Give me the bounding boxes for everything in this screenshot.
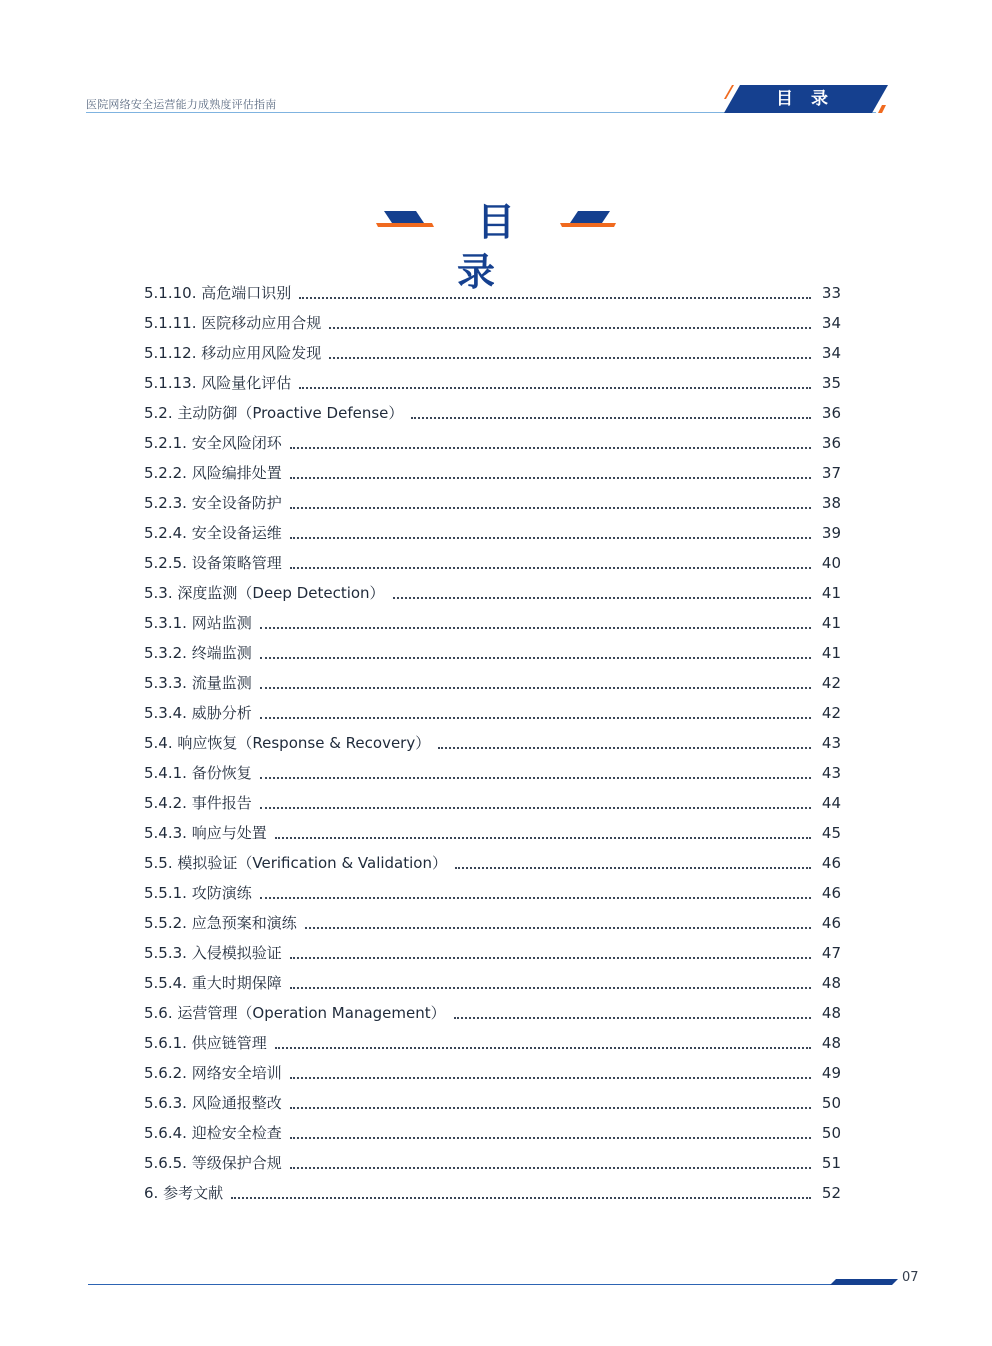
toc-entry[interactable]	[144, 338, 841, 368]
toc-dot-leader	[454, 1017, 811, 1019]
toc-entry-label: 5.5.4. 重大时期保障	[144, 974, 282, 992]
toc-entry-label: 5.4. 响应恢复（Response & Recovery）	[144, 734, 431, 752]
toc-entry-label: 5.6.3. 风险通报整改	[144, 1094, 282, 1112]
toc-entry[interactable]	[144, 1178, 841, 1208]
toc-entry[interactable]	[144, 1088, 841, 1118]
toc-entry-page: 46	[821, 884, 841, 902]
toc-entry-label: 6. 参考文献	[144, 1184, 224, 1202]
toc-entry[interactable]	[144, 698, 841, 728]
toc-entry-page: 42	[821, 674, 841, 692]
toc-entry[interactable]	[144, 578, 841, 608]
toc-dot-leader	[305, 927, 811, 929]
toc-dot-leader	[290, 447, 811, 449]
toc-entry-label: 5.5.1. 攻防演练	[144, 884, 252, 902]
toc-entry-label: 5.3.3. 流量监测	[144, 674, 252, 692]
toc-dot-leader	[290, 507, 811, 509]
toc-entry-page: 49	[821, 1064, 841, 1082]
toc-entry[interactable]	[144, 908, 841, 938]
toc-entry-label: 5.4.2. 事件报告	[144, 794, 252, 812]
toc-entry[interactable]	[144, 398, 841, 428]
toc-entry-label: 5.6.1. 供应链管理	[144, 1034, 267, 1052]
toc-entry-label: 5.2.1. 安全风险闭环	[144, 434, 282, 452]
toc-entry-label: 5.1.10. 高危端口识别	[144, 284, 292, 302]
toc-entry[interactable]	[144, 728, 841, 758]
toc-entry-page: 37	[821, 464, 841, 482]
toc-entry[interactable]	[144, 1148, 841, 1178]
toc-entry-label: 5.5.2. 应急预案和演练	[144, 914, 297, 932]
toc-entry-page: 46	[821, 914, 841, 932]
toc-dot-leader	[290, 1077, 811, 1079]
title-decoration-left-icon	[376, 211, 434, 227]
toc-entry[interactable]	[144, 608, 841, 638]
toc-dot-leader	[455, 867, 811, 869]
toc-dot-leader	[275, 1047, 811, 1049]
toc-entry-page: 39	[821, 524, 841, 542]
toc-entry-label: 5.2.3. 安全设备防护	[144, 494, 282, 512]
toc-entry-label: 5.6.4. 迎检安全检查	[144, 1124, 282, 1142]
toc-entry[interactable]	[144, 668, 841, 698]
toc-entry-page: 35	[821, 374, 841, 392]
toc-dot-leader	[260, 627, 811, 629]
toc-entry[interactable]	[144, 638, 841, 668]
toc-entry-label: 5.6.2. 网络安全培训	[144, 1064, 282, 1082]
toc-entry-page: 36	[821, 404, 841, 422]
toc-entry-page: 38	[821, 494, 841, 512]
toc-entry-label: 5.2. 主动防御（Proactive Defense）	[144, 404, 404, 422]
toc-entry-label: 5.2.2. 风险编排处置	[144, 464, 282, 482]
toc-dot-leader	[290, 537, 811, 539]
toc-entry-page: 47	[821, 944, 841, 962]
toc-entry-label: 5.2.4. 安全设备运维	[144, 524, 282, 542]
toc-entry-page: 46	[821, 854, 841, 872]
table-of-contents	[144, 278, 841, 1208]
toc-dot-leader	[260, 777, 811, 779]
toc-entry-page: 51	[821, 1154, 841, 1172]
toc-entry[interactable]	[144, 818, 841, 848]
toc-entry-page: 48	[821, 1004, 841, 1022]
toc-entry-label: 5.4.3. 响应与处置	[144, 824, 267, 842]
footer-accent-bar	[830, 1279, 898, 1285]
toc-dot-leader	[290, 987, 811, 989]
toc-entry-label: 5.1.13. 风险量化评估	[144, 374, 292, 392]
toc-entry-label: 5.3.1. 网站监测	[144, 614, 252, 632]
toc-entry[interactable]	[144, 998, 841, 1028]
toc-entry[interactable]	[144, 938, 841, 968]
toc-dot-leader	[290, 957, 811, 959]
toc-dot-leader	[290, 1107, 811, 1109]
toc-entry[interactable]	[144, 758, 841, 788]
toc-dot-leader	[290, 1167, 811, 1169]
toc-entry-page: 43	[821, 764, 841, 782]
toc-dot-leader	[260, 717, 811, 719]
toc-entry-page: 42	[821, 704, 841, 722]
toc-entry-page: 43	[821, 734, 841, 752]
section-tag	[722, 85, 888, 113]
toc-entry-label: 5.1.12. 移动应用风险发现	[144, 344, 322, 362]
toc-entry[interactable]	[144, 968, 841, 998]
toc-entry-page: 34	[821, 314, 841, 332]
toc-entry-page: 41	[821, 584, 841, 602]
title-decoration-right-icon	[560, 211, 618, 227]
toc-dot-leader	[329, 357, 811, 359]
toc-entry[interactable]	[144, 848, 841, 878]
toc-entry-label: 5.4.1. 备份恢复	[144, 764, 252, 782]
toc-entry[interactable]	[144, 518, 841, 548]
toc-dot-leader	[299, 297, 811, 299]
toc-entry[interactable]	[144, 308, 841, 338]
toc-dot-leader	[260, 687, 811, 689]
running-header-title: 医院网络安全运营能力成熟度评估指南	[86, 98, 277, 111]
toc-entry-label: 5.3. 深度监测（Deep Detection）	[144, 584, 385, 602]
toc-entry-page: 41	[821, 614, 841, 632]
toc-entry-page: 34	[821, 344, 841, 362]
toc-entry-page: 50	[821, 1124, 841, 1142]
toc-entry[interactable]	[144, 1118, 841, 1148]
toc-dot-leader	[329, 327, 811, 329]
toc-dot-leader	[290, 1137, 811, 1139]
toc-entry-page: 50	[821, 1094, 841, 1112]
toc-entry[interactable]	[144, 428, 841, 458]
toc-entry[interactable]	[144, 278, 841, 308]
toc-dot-leader	[290, 477, 811, 479]
section-tag-label: 目 录	[776, 89, 834, 109]
toc-dot-leader	[275, 837, 811, 839]
page-title: 目录	[456, 200, 555, 294]
toc-entry-page: 44	[821, 794, 841, 812]
toc-entry[interactable]	[144, 1028, 841, 1058]
toc-dot-leader	[260, 807, 811, 809]
toc-entry-label: 5.3.4. 威胁分析	[144, 704, 252, 722]
toc-entry-page: 33	[821, 284, 841, 302]
toc-entry-label: 5.6.5. 等级保护合规	[144, 1154, 282, 1172]
toc-entry[interactable]	[144, 548, 841, 578]
toc-entry-page: 36	[821, 434, 841, 452]
toc-dot-leader	[260, 657, 811, 659]
toc-entry-page: 48	[821, 1034, 841, 1052]
footer-divider	[88, 1284, 848, 1285]
toc-entry-label: 5.1.11. 医院移动应用合规	[144, 314, 322, 332]
toc-dot-leader	[438, 747, 811, 749]
toc-entry[interactable]	[144, 788, 841, 818]
toc-entry[interactable]	[144, 458, 841, 488]
toc-dot-leader	[260, 897, 811, 899]
toc-entry-page: 48	[821, 974, 841, 992]
toc-entry-label: 5.6. 运营管理（Operation Management）	[144, 1004, 446, 1022]
toc-entry[interactable]	[144, 878, 841, 908]
toc-entry-page: 41	[821, 644, 841, 662]
toc-entry-page: 45	[821, 824, 841, 842]
toc-entry-label: 5.5.3. 入侵模拟验证	[144, 944, 282, 962]
toc-entry-page: 52	[821, 1184, 841, 1202]
toc-dot-leader	[290, 567, 811, 569]
toc-entry-label: 5.3.2. 终端监测	[144, 644, 252, 662]
toc-dot-leader	[393, 597, 811, 599]
toc-dot-leader	[231, 1197, 811, 1199]
toc-entry[interactable]	[144, 368, 841, 398]
toc-entry[interactable]	[144, 488, 841, 518]
toc-dot-leader	[411, 417, 811, 419]
toc-entry[interactable]	[144, 1058, 841, 1088]
toc-dot-leader	[299, 387, 811, 389]
page-number: 07	[902, 1270, 919, 1285]
toc-entry-label: 5.5. 模拟验证（Verification & Validation）	[144, 854, 447, 872]
toc-entry-page: 40	[821, 554, 841, 572]
toc-entry-label: 5.2.5. 设备策略管理	[144, 554, 282, 572]
